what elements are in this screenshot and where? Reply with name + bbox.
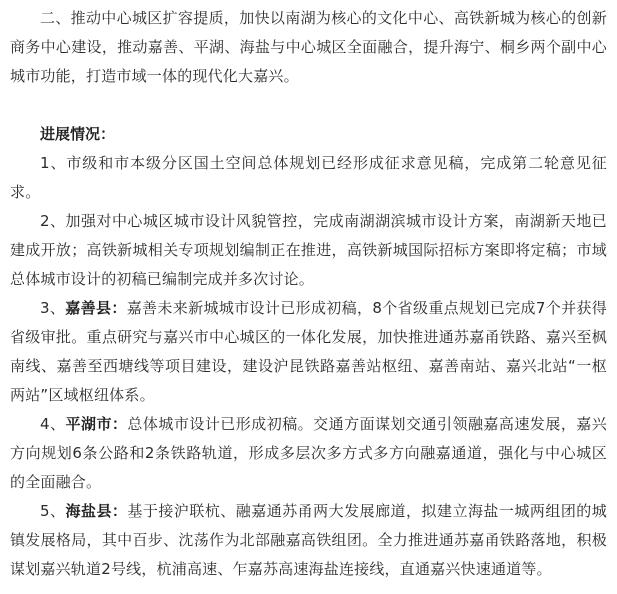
progress-item-1 (10, 149, 607, 207)
progress-item-3 (10, 294, 607, 410)
progress-item-2 (10, 207, 607, 294)
item-text: 总体城市设计已形成初稿。交通方面谋划交通引领融嘉高速发展，嘉兴方向规划6条公路和2条铁路轨道，形成多层次多方式多方向融嘉通道，强化与中心城区的全面融合。 (10, 415, 607, 491)
progress-heading: 进展情况： (40, 125, 116, 143)
item-prefix: 1、 (40, 154, 67, 172)
progress-item-5 (10, 497, 607, 584)
paragraph-spacer (10, 91, 607, 120)
item-prefix: 5、 (40, 502, 66, 520)
item-text: 基于接沪联杭、融嘉通苏甬两大发展廊道，拟建立海盐一城两组团的城镇发展格局，其中百步、沈荡作为北部融嘉高铁组团。全力推进通苏嘉甬铁路落地，积极谋划嘉兴轨道2号线，杭浦高速、乍嘉苏高速海盐连接线，直通嘉兴快速通道等。 (10, 502, 607, 578)
item-prefix: 2、 (40, 212, 66, 230)
item-prefix: 4、 (40, 415, 66, 433)
item-text: 嘉善未来新城城市设计已形成初稿，8个省级重点规划已完成7个并获得省级审批。重点研究与嘉兴市中心城区的一体化发展，加快推进通苏嘉甬铁路、嘉兴至枫南线、嘉善至西塘线等项目建设，建设沪昆铁路嘉善站枢纽、嘉善南站、嘉兴北站“一枢两站”区域枢纽体系。 (10, 299, 607, 404)
item-text: 加强对中心城区城市设计风貌管控，完成南湖湖滨城市设计方案，南湖新天地已建成开放；高铁新城相关专项规划编制正在推进，高铁新城国际招标方案即将定稿；市域总体城市设计的初稿已编制完成并多次讨论。 (10, 212, 607, 288)
item-lead-haiyan: 海盐县： (65, 502, 128, 520)
intro-paragraph: 二、推动中心城区扩容提质，加快以南湖为核心的文化中心、高铁新城为核心的创新商务中心建设，推动嘉善、平湖、海盐与中心城区全面融合，提升海宁、桐乡两个副中心城市功能，打造市域一体的现代化大嘉兴。 (10, 9, 607, 85)
progress-item-4 (10, 410, 607, 497)
item-lead-jiashan: 嘉善县： (65, 299, 127, 317)
item-prefix: 3、 (40, 299, 66, 317)
item-lead-pinghu: 平湖市： (65, 415, 128, 433)
item-text: 市级和市本级分区国土空间总体规划已经形成征求意见稿，完成第二轮意见征求。 (10, 154, 607, 201)
